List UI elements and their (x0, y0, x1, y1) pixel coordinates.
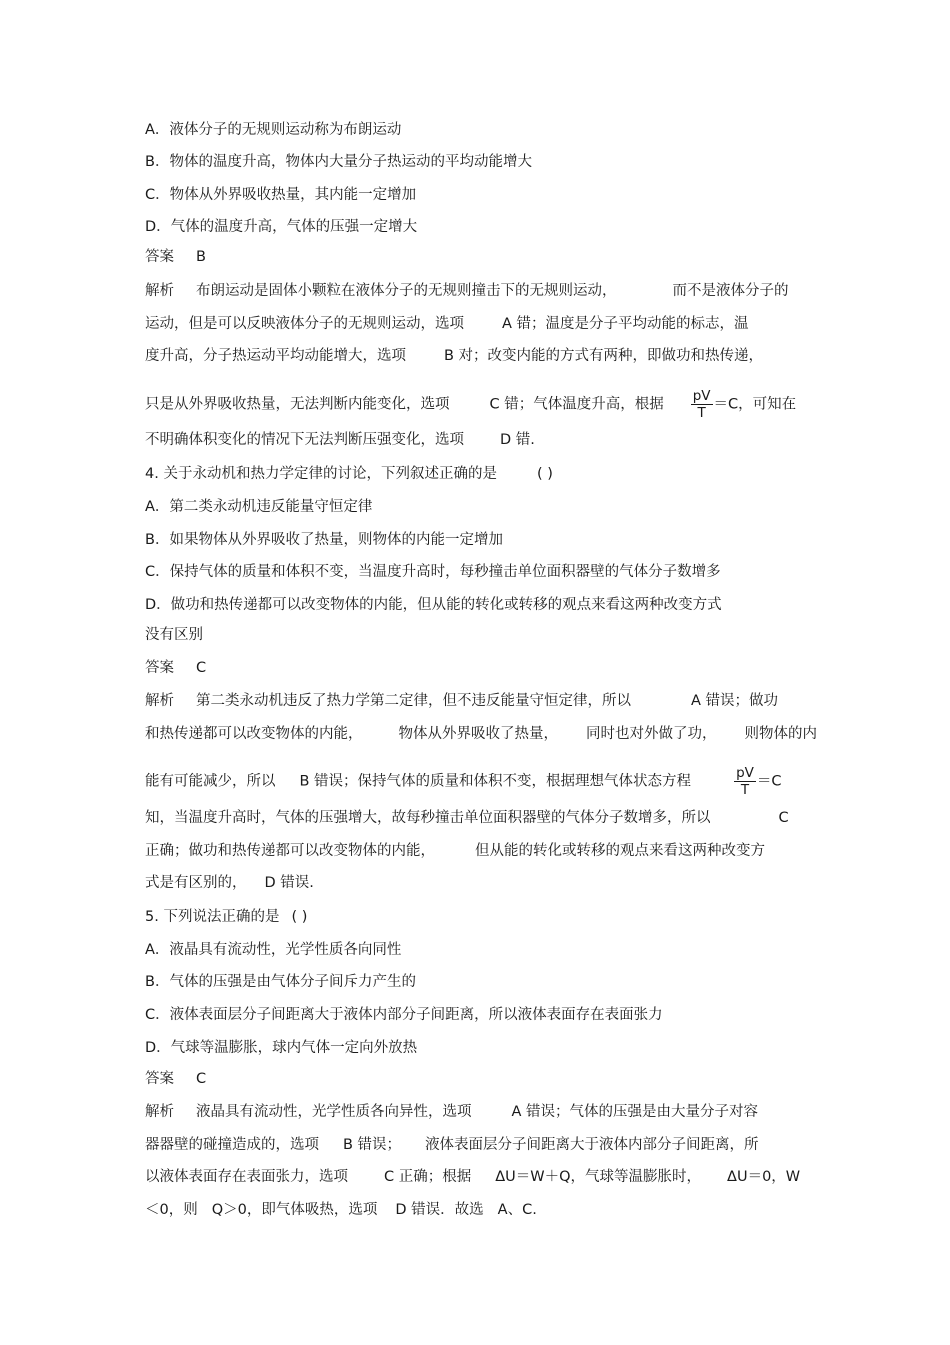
q5-explanation-line-2 (145, 1136, 759, 1154)
explanation-text: 但从能的转化或转移的观点来看这两种改变方 (475, 843, 765, 859)
q4-explanation-line-6 (145, 874, 314, 892)
q4-explanation-line-2 (145, 725, 817, 743)
answer-value: C (196, 1071, 207, 1087)
q3-option-b: B．物体的温度升高，物体内大量分子热运动的平均动能增大 (145, 154, 532, 170)
explanation-text: 同时也对外做了功， (586, 726, 717, 742)
q3-explanation-line-1 (145, 282, 789, 300)
explanation-text: 能有可能减少，所以 (145, 773, 276, 790)
fraction-denominator: T (740, 782, 750, 798)
explanation-text: ＝C，可知在 (713, 396, 797, 413)
explanation-text: 式是有区别的， (145, 875, 247, 891)
q5-answer (145, 1070, 206, 1088)
q5-option-b: B．气体的压强是由气体分子间斥力产生的 (145, 974, 416, 990)
fraction-pv-over-t (734, 766, 756, 797)
q5-explanation-line-4 (145, 1201, 537, 1219)
explanation-text: A 错误；气体的压强是由大量分子对容 (511, 1104, 759, 1120)
explanation-text: 度升高，分子热运动平均动能增大，选项 (145, 348, 406, 364)
q5-option-d: D．气球等温膨胀，球内气体一定向外放热 (145, 1040, 418, 1056)
q3-explanation-line-4 (145, 388, 797, 421)
explanation-text: ＝C (756, 773, 782, 790)
explanation-text: A 错误；做功 (691, 693, 779, 709)
fraction-pv-over-t (691, 389, 713, 420)
explanation-text: 只是从外界吸收热量，无法判断内能变化，选项 (145, 396, 450, 413)
answer-label: 答案 (145, 249, 174, 265)
q5-explanation-line-3 (145, 1168, 800, 1186)
q4-option-d-line-2: 没有区别 (145, 627, 203, 643)
explanation-text: Q＞0，即气体吸热，选项 (211, 1202, 378, 1218)
explanation-text: 以液体表面存在表面张力，选项 (145, 1169, 348, 1185)
q3-explanation-line-2 (145, 315, 749, 333)
q4-answer (145, 659, 206, 677)
explanation-text: C 正确；根据 (384, 1169, 472, 1185)
explanation-label: 解析 (145, 693, 174, 709)
explanation-text: ΔU＝W＋Q，气球等温膨胀时， (495, 1169, 702, 1185)
q4-explanation-line-5 (145, 842, 765, 860)
explanation-text: C (778, 810, 789, 826)
q5-stem (145, 908, 307, 926)
explanation-text: ＜0，则 (145, 1202, 198, 1218)
explanation-text: D 错. (500, 432, 535, 448)
explanation-text: A 错；温度是分子平均动能的标志，温 (502, 316, 749, 332)
q4-stem (145, 465, 553, 483)
explanation-text: 知，当温度升高时，气体的压强增大，故每秒撞击单位面积器壁的气体分子数增多，所以 (145, 810, 711, 826)
explanation-text: B 对；改变内能的方式有两种，即做功和热传递， (444, 348, 764, 364)
q4-option-b: B．如果物体从外界吸收了热量，则物体的内能一定增加 (145, 532, 503, 548)
explanation-text: 不明确体积变化的情况下无法判断压强变化，选项 (145, 432, 464, 448)
fraction-denominator: T (697, 405, 706, 421)
q3-explanation-line-5 (145, 431, 535, 449)
explanation-text: 正确；做功和热传递都可以改变物体的内能， (145, 843, 435, 859)
explanation-text: 第二类永动机违反了热力学第二定律，但不违反能量守恒定律，所以 (196, 693, 631, 709)
explanation-text: 运动，但是可以反映液体分子的无规则运动，选项 (145, 316, 464, 332)
answer-value: B (196, 249, 206, 265)
explanation-text: 和热传递都可以改变物体的内能， (145, 726, 363, 742)
explanation-text: D 错误. (264, 875, 314, 891)
explanation-text: C 错；气体温度升高，根据 (489, 396, 664, 413)
explanation-text: 布朗运动是固体小颗粒在液体分子的无规则撞击下的无规则运动， (196, 283, 617, 299)
question-stem: 4. 关于永动机和热力学定律的讨论，下列叙述正确的是 (145, 466, 497, 482)
q3-option-d: D．气体的温度升高，气体的压强一定增大 (145, 219, 418, 235)
q4-option-d-line-1: D．做功和热传递都可以改变物体的内能，但从能的转化或转移的观点来看这两种改变方式 (145, 597, 722, 613)
explanation-text: 液体表面层分子间距离大于液体内部分子间距离，所 (425, 1137, 759, 1153)
explanation-text: B 错误；保持气体的质量和体积不变，根据理想气体状态方程 (299, 773, 692, 790)
q5-explanation-line-1 (145, 1103, 758, 1121)
q4-explanation-line-4 (145, 809, 789, 827)
q4-explanation-line-1 (145, 692, 778, 710)
fraction-numerator: pV (692, 388, 711, 404)
question-stem: 5. 下列说法正确的是 (145, 909, 280, 925)
q4-option-c: C．保持气体的质量和体积不变，当温度升高时，每秒撞击单位面积器壁的气体分子数增多 (145, 564, 721, 580)
q3-option-c: C．物体从外界吸收热量，其内能一定增加 (145, 187, 417, 203)
explanation-text: 则物体的内 (744, 726, 817, 742)
explanation-text: ΔU＝0，W (727, 1169, 801, 1185)
q3-option-a: A．液体分子的无规则运动称为布朗运动 (145, 122, 402, 138)
q4-explanation-line-3 (145, 765, 782, 798)
explanation-text: 物体从外界吸收了热量， (398, 726, 558, 742)
explanation-text: D 错误．故选 (395, 1202, 484, 1218)
q5-option-c: C．液体表面层分子间距离大于液体内部分子间距离，所以液体表面存在表面张力 (145, 1007, 663, 1023)
explanation-text: B 错误； (343, 1137, 402, 1153)
answer-label: 答案 (145, 1071, 174, 1087)
q3-answer (145, 248, 206, 266)
q5-option-a: A．液晶具有流动性，光学性质各向同性 (145, 942, 402, 958)
answer-blank: ( ) (536, 466, 553, 482)
q3-explanation-line-3 (145, 347, 763, 365)
explanation-label: 解析 (145, 283, 174, 299)
answer-blank: ( ) (291, 909, 308, 925)
explanation-label: 解析 (145, 1104, 174, 1120)
explanation-text: A、C. (497, 1202, 537, 1218)
explanation-text: 液晶具有流动性，光学性质各向异性，选项 (196, 1104, 472, 1120)
q4-option-a: A．第二类永动机违反能量守恒定律 (145, 499, 373, 515)
explanation-text: 而不是液体分子的 (672, 283, 789, 299)
answer-label: 答案 (145, 660, 174, 676)
answer-value: C (196, 660, 207, 676)
explanation-text: 器器壁的碰撞造成的，选项 (145, 1137, 319, 1153)
fraction-numerator: pV (736, 765, 754, 781)
